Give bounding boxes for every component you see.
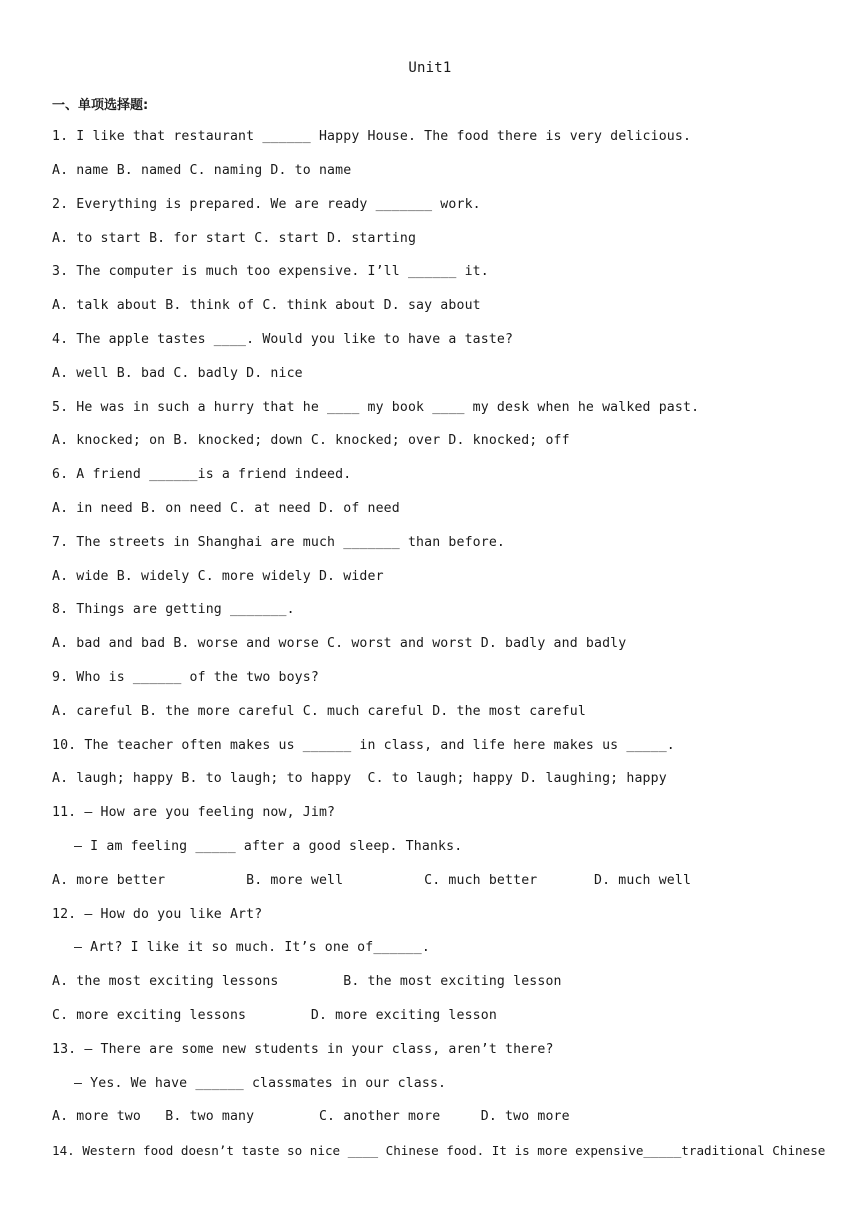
options-3: A. talk about B. think of C. think about D. say about: [52, 298, 481, 313]
question-13: 13. – There are some new students in your class, aren’t there?: [52, 1042, 554, 1057]
options-9: A. careful B. the more careful C. much careful D. the most careful: [52, 704, 586, 719]
section-heading: 一、单项选择题:: [52, 98, 149, 113]
options-11: A. more better B. more well C. much better D. much well: [52, 873, 692, 888]
question-8: 8. Things are getting _______.: [52, 602, 295, 617]
question-7: 7. The streets in Shanghai are much _______ than before.: [52, 535, 506, 550]
question-12-reply: – Art? I like it so much. It’s one of______.: [74, 940, 430, 955]
options-2: A. to start B. for start C. start D. starting: [52, 231, 417, 246]
options-10: A. laugh; happy B. to laugh; to happy C. to laugh; happy D. laughing; happy: [52, 771, 667, 786]
options-1: A. name B. named C. naming D. to name: [52, 163, 352, 178]
question-11: 11. – How are you feeling now, Jim?: [52, 805, 336, 820]
options-12-cd: C. more exciting lessons D. more exciting lesson: [52, 1008, 497, 1023]
question-3: 3. The computer is much too expensive. I’ll ______ it.: [52, 264, 489, 279]
question-11-reply: – I am feeling _____ after a good sleep. Thanks.: [74, 839, 463, 854]
question-2: 2. Everything is prepared. We are ready _______ work.: [52, 197, 481, 212]
options-12-ab: A. the most exciting lessons B. the most exciting lesson: [52, 974, 562, 989]
options-4: A. well B. bad C. badly D. nice: [52, 366, 303, 381]
question-5: 5. He was in such a hurry that he ____ my book ____ my desk when he walked past.: [52, 400, 700, 415]
options-8: A. bad and bad B. worse and worse C. worst and worst D. badly and badly: [52, 636, 627, 651]
question-13-reply: – Yes. We have ______ classmates in our class.: [74, 1076, 447, 1091]
question-4: 4. The apple tastes ____. Would you like to have a taste?: [52, 332, 514, 347]
options-5: A. knocked; on B. knocked; down C. knocked; over D. knocked; off: [52, 433, 570, 448]
question-1: 1. I like that restaurant ______ Happy House. The food there is very delicious.: [52, 129, 692, 144]
question-12: 12. – How do you like Art?: [52, 907, 263, 922]
options-13: A. more two B. two many C. another more D. two more: [52, 1109, 570, 1124]
question-9: 9. Who is ______ of the two boys?: [52, 670, 319, 685]
question-10: 10. The teacher often makes us ______ in class, and life here makes us _____.: [52, 738, 675, 753]
options-7: A. wide B. widely C. more widely D. wider: [52, 569, 384, 584]
document-title: Unit1: [408, 60, 452, 76]
question-6: 6. A friend ______is a friend indeed.: [52, 467, 352, 482]
options-6: A. in need B. on need C. at need D. of need: [52, 501, 400, 516]
question-14: 14. Western food doesn’t taste so nice ____ Chinese food. It is more expensive_____traditional Chinese: [52, 1143, 826, 1158]
